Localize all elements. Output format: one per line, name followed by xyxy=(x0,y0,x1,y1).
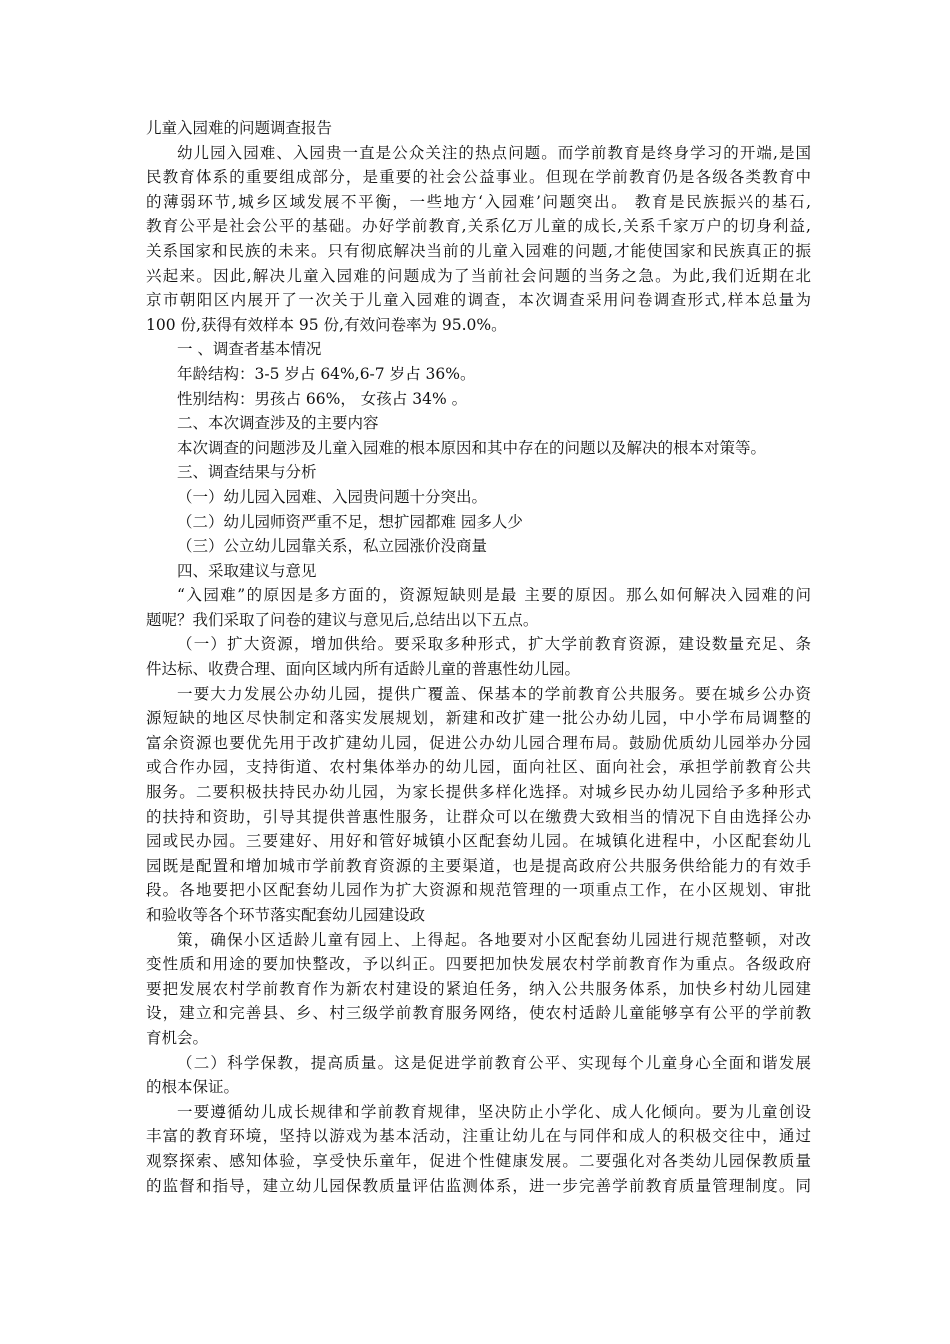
body-line: 年龄结构：3-5 岁占 64%,6-7 岁占 36%。 xyxy=(177,364,476,383)
body-line: 兴起来。因此,解决儿童入园难的问题成为了当前社会问题的当务之急。为此,我们近期在北 xyxy=(146,266,811,285)
body-line: 段。各地要把小区配套幼儿园作为扩大资源和规范管理的一项重点工作，在小区规划、审批 xyxy=(146,881,811,900)
body-line: 园既是配置和增加城市学前教育资源的主要渠道，也是提高政府公共服务供给能力的有效手 xyxy=(146,856,811,875)
body-line: 的监督和指导，建立幼儿园保教质量评估监测体系，进一步完善学前教育质量管理制度。同 xyxy=(146,1176,811,1195)
body-line: 一要大力发展公办幼儿园，提供广覆盖、保基本的学前教育公共服务。要在城乡公办资 xyxy=(177,684,811,703)
body-line: （二）科学保教，提高质量。这是促进学前教育公平、实现每个儿童身心全面和谐发展 xyxy=(177,1053,811,1072)
body-line: 件达标、收费合理、面向区域内所有适龄儿童的普惠性幼儿园。 xyxy=(146,660,581,679)
document-title: 儿童入园难的问题调查报告 xyxy=(146,119,333,137)
section-heading: 一 、调查者基本情况 xyxy=(177,340,322,359)
subsection-heading: （二）幼儿园师资严重不足，想扩园都难 园多人少 xyxy=(177,512,523,531)
body-line: 源短缺的地区尽快制定和落实发展规划，新建和改扩建一批公办幼儿园，中小学布局调整的 xyxy=(146,709,811,728)
section-heading: 四、采取建议与意见 xyxy=(177,561,317,580)
body-line: 服务。二要积极扶持民办幼儿园，为家长提供多样化选择。对城乡民办幼儿园给予多种形式 xyxy=(146,783,811,802)
document-page xyxy=(146,116,811,1198)
body-line: 题呢？我们采取了问卷的建议与意见后,总结出以下五点。 xyxy=(146,610,539,629)
section-heading: 二、本次调查涉及的主要内容 xyxy=(177,414,379,433)
body-line: 一要遵循幼儿成长规律和学前教育规律，坚决防止小学化、成人化倾向。要为儿童创设 xyxy=(177,1102,811,1121)
body-line: 关系国家和民族的未来。只有彻底解决当前的儿童入园难的问题,才能使国家和民族真正的振 xyxy=(146,241,811,260)
body-line: 教育公平是社会公平的基础。办好学前教育,关系亿万儿童的成长,关系千家万户的切身利益, xyxy=(146,217,811,236)
body-line: 设，建立和完善县、乡、村三级学前教育服务网络，使农村适龄儿童能够享有公平的学前教 xyxy=(146,1004,811,1023)
body-line: 和验收等各个环节落实配套幼儿园建设政 xyxy=(146,906,426,924)
body-line: 京市朝阳区内展开了一次关于儿童入园难的调查，本次调查采用问卷调查形式,样本总量为 xyxy=(146,291,811,310)
body-line: 的扶持和资助，引导其提供普惠性服务，让群众可以在缴费大致相当的情况下自由选择公办 xyxy=(146,807,811,826)
body-line: （一）扩大资源，增加供给。要采取多种形式，扩大学前教育资源，建设数量充足、条 xyxy=(177,635,811,654)
body-line: 或合作办园，支持街道、农村集体举办的幼儿园，面向社区、面向社会，承担学前教育公共 xyxy=(146,758,811,777)
body-line: 要把发展农村学前教育作为新农村建设的紧迫任务，纳入公共服务体系，加快乡村幼儿园建 xyxy=(146,979,811,998)
body-line: 民教育体系的重要组成部分，是重要的社会公益事业。但现在学前教育仍是各级各类教育中 xyxy=(146,168,811,187)
body-line: 本次调查的问题涉及儿童入园难的根本原因和其中存在的问题以及解决的根本对策等。 xyxy=(177,438,767,457)
subsection-heading: （一）幼儿园入园难、入园贵问题十分突出。 xyxy=(177,487,488,506)
body-line: 100 份,获得有效样本 95 份,有效问卷率为 95.0%。 xyxy=(146,315,507,334)
body-line: 策，确保小区适龄儿童有园上、上得起。各地要对小区配套幼儿园进行规范整顿，对改 xyxy=(177,930,811,949)
body-line: 性别结构：男孩占 66%， 女孩占 34% 。 xyxy=(177,389,468,408)
section-heading: 三、调查结果与分析 xyxy=(177,463,317,482)
body-line: 幼儿园入园难、入园贵一直是公众关注的热点问题。而学前教育是终身学习的开端,是国 xyxy=(177,143,811,162)
subsection-heading: （三）公立幼儿园靠关系，私立园涨价没商量 xyxy=(177,537,488,556)
body-line: 观察探索、感知体验，享受快乐童年，促进个性健康发展。二要强化对各类幼儿园保教质量 xyxy=(146,1151,811,1170)
body-line: 育机会。 xyxy=(146,1028,209,1047)
body-line: 的根本保证。 xyxy=(146,1078,240,1097)
body-line: 丰富的教育环境，坚持以游戏为基本活动，注重让幼儿在与同伴和成人的积极交往中，通过 xyxy=(146,1127,811,1146)
body-line: 的薄弱环节,城乡区域发展不平衡，一些地方‘入园难’问题突出。 教育是民族振兴的基石, xyxy=(146,192,811,211)
body-line: “入园难”的原因是多方面的，资源短缺则是最 主要的原因。那么如何解决入园难的问 xyxy=(177,586,811,605)
body-line: 变性质和用途的要加快整改，予以纠正。四要把加快发展农村学前教育作为重点。各级政府 xyxy=(146,955,811,974)
body-line: 富余资源也要优先用于改扩建幼儿园，促进公办幼儿园合理布局。鼓励优质幼儿园举办分园 xyxy=(146,733,811,752)
body-line: 园或民办园。三要建好、用好和管好城镇小区配套幼儿园。在城镇化进程中，小区配套幼儿 xyxy=(146,832,811,851)
